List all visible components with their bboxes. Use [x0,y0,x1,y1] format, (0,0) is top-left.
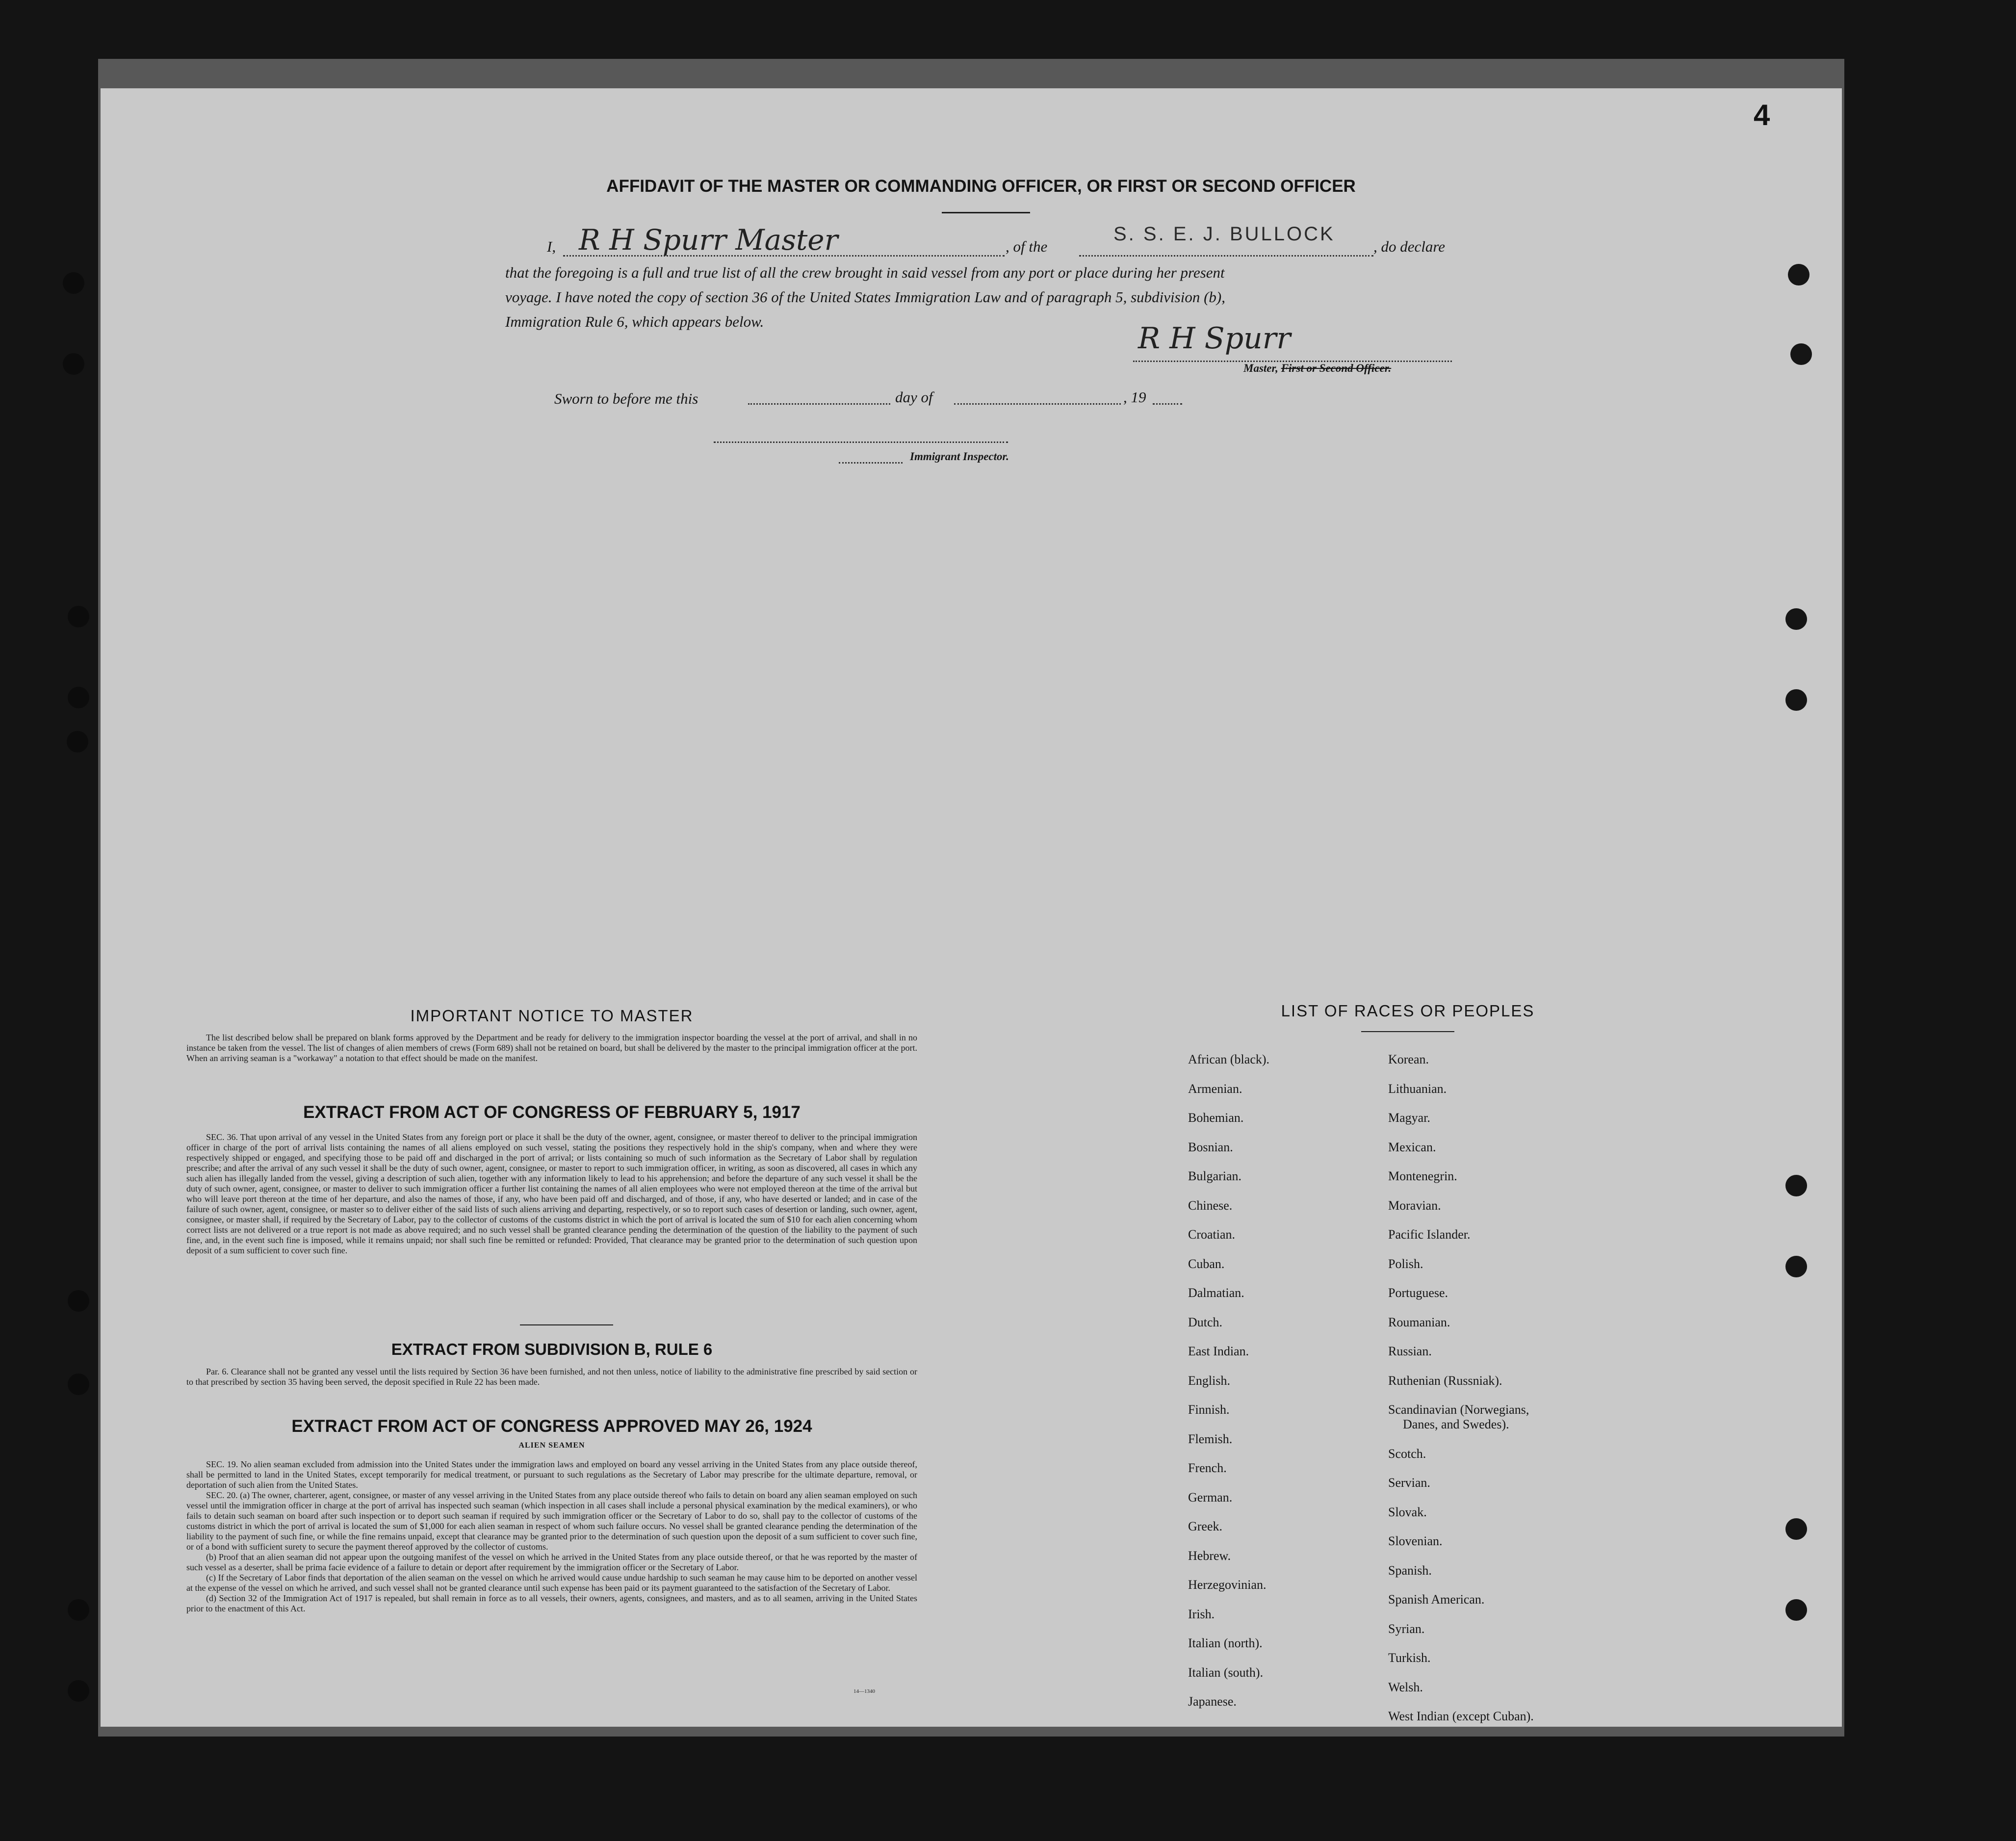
race-item: Bosnian. [1188,1140,1233,1154]
race-item: Montenegrin. [1388,1169,1457,1183]
race-item: Flemish. [1188,1431,1233,1446]
inspector-signature-line [714,441,1008,443]
race-item: Dalmatian. [1188,1286,1244,1300]
form-number: 14—1340 [853,1688,875,1694]
race-item: Pacific Islander. [1388,1227,1471,1242]
race-item: West Indian (except Cuban). [1388,1709,1534,1723]
binder-hole [63,272,84,294]
race-item: Turkish. [1388,1651,1431,1665]
races-title: LIST OF RACES OR PEOPLES [1281,1002,1535,1020]
race-item: Russian. [1388,1344,1432,1358]
notice-title: IMPORTANT NOTICE TO MASTER [410,1007,694,1025]
race-item: Welsh. [1388,1680,1423,1694]
sec20c-paragraph: (c) If the Secretary of Labor finds that deportation of the alien seaman on the vessel on which he arrived would cause undue hardship to such seaman he may cause him to be deported on another vessel at the expense of the vessel on which he arrived, and such vessel shall not be granted clearance until such expense has been paid or its payment guaranteed to the satisfaction of the Secretary of Labor. [186,1573,917,1593]
subdivision-text [186,1367,917,1387]
races-divider [1361,1031,1454,1032]
par6-paragraph: Par. 6. Clearance shall not be granted any vessel until the lists required by Section 36 have been furnished, and not then unless, notice of liability to the administrative fine prescribed by said section or to that prescribed by section 35 having been served, the deposit specified in Rule 22 has been made. [186,1367,917,1387]
affidavit-line-2: that the foregoing is a full and true list of all the crew brought in said vessel from any port or place during her present [505,264,1225,281]
day-of-label: day of [895,389,933,406]
extract-1917-text [186,1132,917,1256]
subdivision-title: EXTRACT FROM SUBDIVISION B, RULE 6 [391,1340,713,1358]
notice-paragraph: The list described below shall be prepared on blank forms approved by the Department and be ready for delivery to the immigration inspector boarding the vessel at the port of arrival, and shall in no instance be taken from the vessel. The list of changes of alien members of crews (Form 689) shall not be retained on board, but shall be delivered by the master to the principal immigration officer at the port. When an arriving seaman is a "workaway" a notation to that effect should be made on the manifest. [186,1033,917,1063]
race-item: Italian (south). [1188,1665,1264,1680]
binder-hole [1785,1256,1807,1277]
binder-hole [1785,1518,1807,1540]
binder-hole [68,1374,89,1395]
race-item: Ruthenian (Russniak). [1388,1373,1502,1388]
vessel-name-line [1079,255,1373,257]
binder-hole [68,687,89,708]
caption-master: Master, [1243,362,1278,374]
binder-hole [67,731,88,752]
officer-signature: R H Spurr [1138,321,1291,356]
affidavit-line-4: Immigration Rule 6, which appears below. [505,313,764,330]
race-item: Slovak. [1388,1504,1427,1519]
binder-hole [68,1599,89,1621]
race-item: Irish. [1188,1607,1215,1621]
caption-struck-officer: First or Second Officer. [1281,362,1392,374]
sec20b-paragraph: (b) Proof that an alien seaman did not appear upon the outgoing manifest of the vessel on which he arrived in the United States from any place outside thereof, or that he was reported by the master of such vessel as a deserter, shall be prima facie evidence of a failure to detain or deport after requirement by the immigration officer or the Secretary of Labor. [186,1552,917,1572]
binder-hole [68,1680,89,1702]
race-item: Polish. [1388,1256,1423,1271]
race-item: Cuban. [1188,1256,1225,1271]
extract-1917-title: EXTRACT FROM ACT OF CONGRESS OF FEBRUARY 5, 1917 [303,1103,801,1122]
race-item: Moravian. [1388,1198,1441,1213]
extract-1924-title: EXTRACT FROM ACT OF CONGRESS APPROVED MAY 26, 1924 [291,1417,812,1436]
race-item: Lithuanian. [1388,1081,1447,1096]
race-item: Greek. [1188,1519,1223,1533]
vessel-name-stamp: S. S. E. J. BULLOCK [1113,223,1335,245]
sec19-paragraph: SEC. 19. No alien seaman excluded from admission into the United States under the immigration laws and employed on board any vessel arriving in the United States from any place outside thereof, shall be permitted to land in the United States, except temporarily for medical treatment, or pursuant to such regulations as the Secretary of Labor may prescribe for the ultimate departure, removal, or deportation of such alien from the United States. [186,1459,917,1490]
do-declare-label: , do declare [1373,238,1446,255]
binder-hole [1788,264,1809,285]
race-item: Spanish. [1388,1563,1432,1578]
title-divider [942,212,1030,213]
binder-hole [63,353,84,375]
race-item: English. [1188,1373,1230,1388]
master-name-handwritten: R H Spurr Master [579,223,838,257]
race-item: Dutch. [1188,1315,1223,1329]
extract-1924-text [186,1459,917,1614]
race-item: Scandinavian (Norwegians, [1388,1402,1529,1417]
race-item: Spanish American. [1388,1592,1485,1607]
affidavit-line-3: voyage. I have noted the copy of section 36 of the United States Immigration Law and of paragraph 5, subdivision (b), [505,288,1225,306]
race-item: Syrian. [1388,1621,1425,1636]
sworn-label: Sworn to before me this [554,390,698,407]
inspector-label: Immigrant Inspector. [910,450,1009,463]
affidavit-i-label: I, [547,238,556,255]
corner-page-mark: 4 [1754,99,1770,131]
binder-hole [1785,689,1807,711]
race-item: East Indian. [1188,1344,1249,1358]
notice-text [186,1033,917,1063]
of-the-label: , of the [1006,238,1048,255]
race-item: Roumanian. [1388,1315,1450,1329]
race-item: Slovenian. [1388,1534,1443,1548]
race-item: French. [1188,1461,1227,1475]
race-item: Chinese. [1188,1198,1233,1213]
sworn-year-line [1153,403,1182,405]
binder-hole [1785,1175,1807,1196]
race-item: Italian (north). [1188,1636,1263,1650]
race-item: Magyar. [1388,1111,1430,1125]
race-item: Herzegovinian. [1188,1578,1266,1592]
year-prefix: , 19 [1123,389,1146,406]
race-item: Scotch. [1388,1446,1426,1461]
race-item: Danes, and Swedes). [1403,1417,1509,1431]
binder-hole [1785,608,1807,630]
signature-caption [1243,362,1391,375]
sec36-paragraph: SEC. 36. That upon arrival of any vessel in the United States from any foreign port or place it shall be the duty of the owner, agent, consignee, or master thereof to deliver to the principal immigration officer in charge of the port of arrival lists containing the names of all aliens employed on such vessel, stating the positions they respectively hold in the ship's company, when and where they were respectively shipped or engaged, and specifying those to be paid off and discharged in the port of arrival; or lists containing so much of such information as the Secretary of Labor shall by regulation prescribe; and after the arrival of any such vessel it shall be the duty of such owner, agent, consignee, or master to report to such immigration officer, in writing, as soon as discovered, all cases in which any such alien has illegally landed from the vessel, giving a description of such alien, together with any information likely to lead to his apprehension; and before the departure of any such vessel it shall be the duty of such owner, agent, consignee, or master to deliver to such immigration officer a further list containing the names of all alien employees who were not employed thereon at the time of the arrival but who will leave port thereon at the time of her departure, and also the names of those, if any, who have been paid off and discharged, and of those, if any, who have deserted or landed; and in case of the failure of such owner, agent, consignee, or master so to deliver either of the said lists of such aliens arriving and departing, respectively, or so to report such cases of desertion or landing, such owner, agent, consignee, or master shall, if required by the Secretary of Labor, pay to the collector of customs of the customs district in which the port of arrival is located the sum of $10 for each alien concerning whom correct lists are not delivered or a true report is not made as above required; and no such vessel shall be granted clearance pending the determination of the question of the liability to the payment of such fine, and, in the event such fine is imposed, while it remains unpaid; nor shall such fine be remitted or refunded: Provided, That clearance may be granted prior to the determination of such question upon deposit of a sum sufficient to cover such fine. [186,1132,917,1255]
race-item: Japanese. [1188,1694,1237,1709]
race-item: Bulgarian. [1188,1169,1242,1183]
affidavit-title: AFFIDAVIT OF THE MASTER OR COMMANDING OFFICER, OR FIRST OR SECOND OFFICER [606,177,1356,196]
sworn-day-line [748,403,890,405]
race-item: German. [1188,1490,1233,1504]
sec20a-paragraph: SEC. 20. (a) The owner, charterer, agent, consignee, or master of any vessel arriving in the United States from any place outside thereof who fails to detain on board any alien seaman employed on such vessel until the immigration officer in charge at the port of arrival has inspected such seaman (which inspection in all cases shall include a personal physical examination by the medical examiners), or who fails to detain such seaman on board after such inspection or to deport such seaman if required by such immigration officer or the Secretary of Labor to do so, shall pay to the collector of customs of the customs district in which the port of arrival is located the sum of $1,000 for each alien seaman in respect of whom such failure occurs. No vessel shall be granted clearance pending the determination of the liability to the payment of such fine, or while the fine remains unpaid, except that clearance may be granted prior to the determination of such question upon the deposit of a sum sufficient to cover such fine, or of a bond with sufficient surety to secure the payment thereof approved by the collector of customs. [186,1490,917,1552]
race-item: Bohemian. [1188,1111,1244,1125]
binder-hole [68,1290,89,1312]
binder-hole [1785,1599,1807,1621]
sec20d-paragraph: (d) Section 32 of the Immigration Act of 1917 is repealed, but shall remain in force as to all vessels, their owners, agents, consignees, and masters, and as to all seamen, arriving in the United States prior to the enactment of this Act. [186,1593,917,1613]
race-item: Servian. [1388,1476,1430,1490]
race-item: Hebrew. [1188,1548,1231,1563]
section-divider [520,1324,613,1325]
alien-seamen-subtitle: ALIEN SEAMEN [518,1441,585,1450]
race-item: African (black). [1188,1052,1270,1066]
binder-hole [1790,343,1812,365]
binder-hole [68,606,89,627]
race-item: Mexican. [1388,1140,1436,1154]
sworn-month-line [954,403,1121,405]
race-item: Armenian. [1188,1081,1242,1096]
race-item: Finnish. [1188,1402,1230,1417]
race-item: Korean. [1388,1052,1429,1066]
race-item: Portuguese. [1388,1286,1448,1300]
inspector-short-line [839,462,903,464]
race-item: Croatian. [1188,1227,1236,1242]
